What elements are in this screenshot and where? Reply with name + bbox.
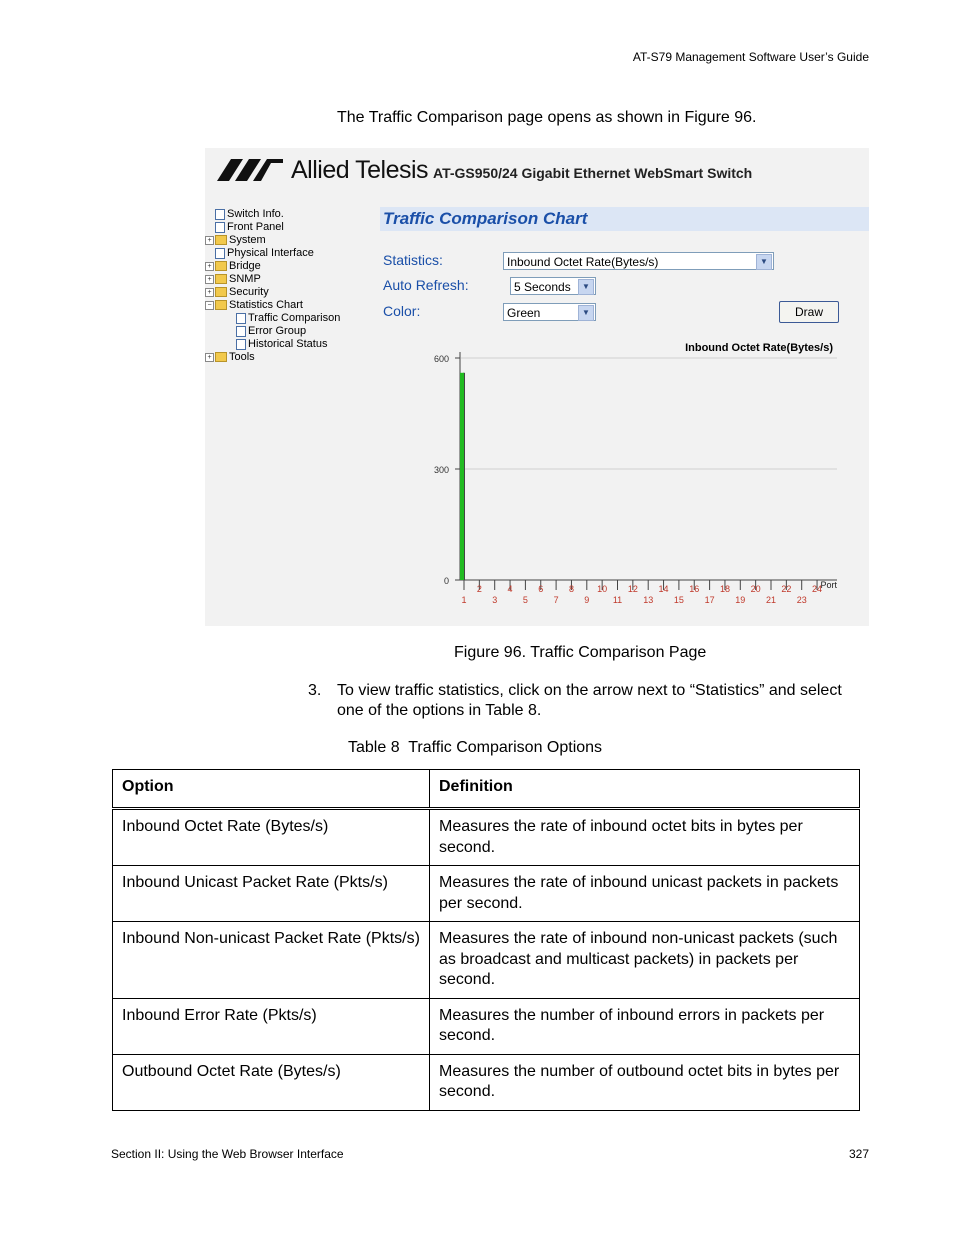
statistics-label: Statistics: (383, 252, 443, 268)
expand-icon[interactable]: + (205, 236, 214, 245)
nav-tree-label: Front Panel (227, 221, 284, 233)
y-tick-label: 300 (433, 465, 449, 475)
nav-tree-label: Bridge (229, 260, 261, 272)
x-tick-label: 13 (643, 595, 654, 605)
step-number: 3. (308, 682, 322, 699)
chart-title: Inbound Octet Rate(Bytes/s) (685, 342, 833, 354)
running-header: AT-S79 Management Software User’s Guide (632, 50, 869, 64)
x-tick-label: 10 (597, 584, 608, 594)
traffic-bar-chart (205, 148, 869, 626)
x-tick-label: 1 (461, 595, 467, 605)
bar (460, 373, 464, 580)
table-row (113, 922, 860, 999)
x-tick-label: 6 (538, 584, 544, 594)
option-cell: Inbound Octet Rate (Bytes/s) (113, 809, 430, 866)
chevron-down-icon[interactable]: ▼ (578, 305, 594, 321)
nav-tree-label: Tools (229, 351, 255, 363)
nav-tree-label: Error Group (248, 325, 307, 337)
x-tick-label: 8 (568, 584, 574, 594)
option-cell: Inbound Error Rate (Pkts/s) (113, 998, 430, 1054)
x-tick-label: 9 (584, 595, 590, 605)
collapse-icon[interactable]: − (205, 301, 214, 310)
nav-tree-label: Security (229, 286, 269, 298)
step-text: To view traffic statistics, click on the arrow next to “Statistics” and select one of the options in Table 8. (337, 682, 842, 719)
x-tick-label: 18 (719, 584, 730, 594)
expand-icon[interactable]: + (205, 275, 214, 284)
x-tick-label: 17 (704, 595, 715, 605)
x-tick-label: 19 (735, 595, 746, 605)
definition-cell: Measures the rate of inbound non-unicast packets (such as broadcast and multicast packets) in packets per second. (430, 922, 860, 999)
chevron-down-icon[interactable]: ▼ (578, 279, 594, 295)
expand-icon[interactable]: + (205, 288, 214, 297)
expand-icon[interactable]: + (205, 353, 214, 362)
chevron-down-icon[interactable]: ▼ (756, 254, 772, 270)
x-tick-label: 5 (522, 595, 528, 605)
x-tick-label: 7 (553, 595, 559, 605)
definition-cell: Measures the number of inbound errors in packets per second. (430, 998, 860, 1054)
x-tick-label: 11 (612, 595, 623, 605)
x-tick-label: 20 (750, 584, 761, 594)
x-tick-label: 12 (627, 584, 638, 594)
expand-icon[interactable]: + (205, 262, 214, 271)
draw-button[interactable]: Draw (779, 301, 839, 323)
figure-caption: Figure 96. Traffic Comparison Page (454, 644, 707, 661)
color-label: Color: (383, 303, 421, 319)
x-axis-label: Port (820, 580, 837, 590)
statistics-select-value: Inbound Octet Rate(Bytes/s) (507, 255, 659, 269)
page-number: 327 (848, 1147, 869, 1161)
x-tick-label: 21 (765, 595, 777, 605)
option-cell: Outbound Octet Rate (Bytes/s) (113, 1054, 430, 1110)
definition-cell: Measures the number of outbound octet bits in bytes per second. (430, 1054, 860, 1110)
x-tick-label: 15 (673, 595, 684, 605)
table-row (113, 1054, 860, 1110)
intro-paragraph: The Traffic Comparison page opens as shown in Figure 96. (337, 109, 757, 126)
x-tick-label: 16 (689, 584, 700, 594)
table-header-row (113, 770, 860, 809)
nav-tree-label: Traffic Comparison (248, 312, 341, 324)
nav-tree-label: Physical Interface (227, 247, 314, 259)
x-tick-label: 14 (658, 584, 669, 594)
column-header-option: Option (113, 770, 430, 809)
x-tick-label: 2 (476, 584, 482, 594)
table-row (113, 998, 860, 1054)
product-title: AT-GS950/24 Gigabit Ethernet WebSmart Switch (433, 165, 753, 181)
y-tick-label: 600 (433, 354, 449, 364)
table-row (113, 809, 860, 866)
x-tick-label: 24 (812, 584, 823, 594)
x-tick-label: 3 (492, 595, 498, 605)
column-header-definition: Definition (430, 770, 860, 809)
nav-tree-label: Statistics Chart (229, 299, 303, 311)
option-cell: Inbound Non-unicast Packet Rate (Pkts/s) (113, 922, 430, 999)
nav-tree-label: Historical Status (248, 338, 328, 350)
panel-title: Traffic Comparison Chart (383, 209, 588, 228)
nav-tree-label: System (229, 234, 266, 246)
auto-refresh-label: Auto Refresh: (383, 277, 469, 293)
definition-cell: Measures the rate of inbound octet bits in bytes per second. (430, 809, 860, 866)
brand-name: Allied Telesis (291, 155, 429, 184)
auto-refresh-select-value: 5 Seconds (514, 280, 571, 294)
definition-cell: Measures the rate of inbound unicast packets in packets per second. (430, 866, 860, 922)
table-row (113, 866, 860, 922)
color-select-value: Green (507, 306, 541, 320)
table-caption: Table 8 Traffic Comparison Options (348, 739, 603, 756)
options-table (112, 769, 860, 1111)
option-cell: Inbound Unicast Packet Rate (Pkts/s) (113, 866, 430, 922)
x-tick-label: 4 (507, 584, 513, 594)
nav-tree-label: SNMP (229, 273, 261, 285)
footer-section: Section II: Using the Web Browser Interface (111, 1147, 344, 1161)
x-tick-label: 23 (796, 595, 807, 605)
x-tick-label: 22 (781, 584, 792, 594)
nav-tree-label: Switch Info. (227, 208, 284, 220)
figure-screenshot (205, 148, 869, 626)
y-tick-label: 0 (443, 576, 449, 586)
